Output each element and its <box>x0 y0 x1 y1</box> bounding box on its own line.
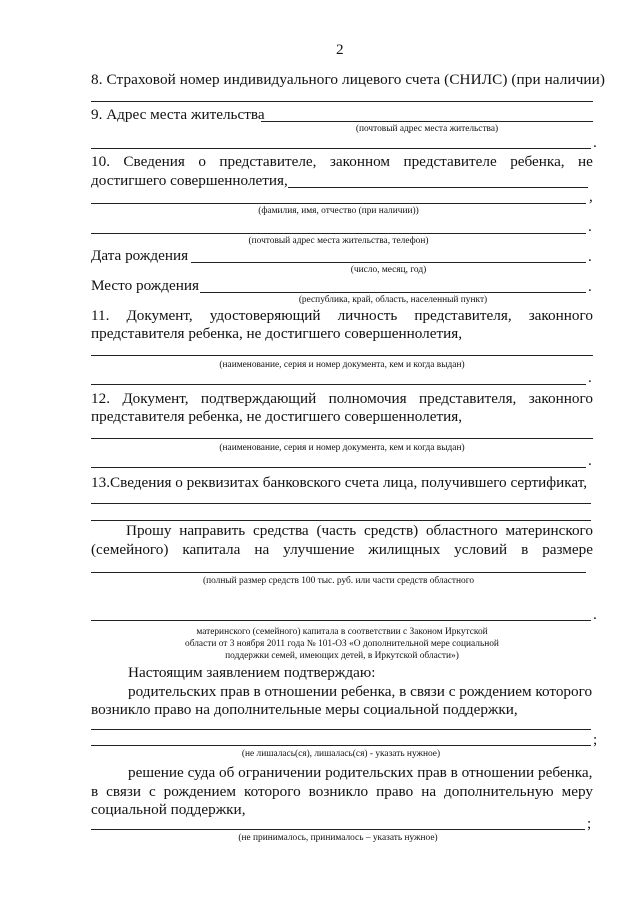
address-caption: (почтовый адрес места жительства) <box>355 124 499 134</box>
authority-doc-field-line[interactable] <box>91 438 593 439</box>
deprivation-caption: (не лишалась(ся), лишалась(ся) - указать нужное) <box>241 749 441 759</box>
representative-address-caption: (почтовый адрес места жительства, телефон) <box>248 236 429 246</box>
page-number: 2 <box>336 41 344 58</box>
confirmation-heading: Настоящим заявлением подтверждаю: <box>128 664 376 681</box>
representative-address-period: . <box>588 218 592 235</box>
representative-fio-comma: , <box>589 188 593 205</box>
deprivation-field-line-2[interactable] <box>91 745 591 746</box>
birth-place-label: Место рождения <box>91 277 200 294</box>
section-12-authority-doc-heading: 12. Документ, подтверждающий полномочия представителя, законного <box>91 390 593 407</box>
representative-field-line[interactable] <box>288 187 588 188</box>
address-field-line-2[interactable] <box>91 148 591 149</box>
representative-address-line[interactable] <box>91 233 586 234</box>
identity-doc-field-line-2[interactable] <box>91 384 586 385</box>
request-paragraph-line-1: Прошу направить средства (часть средств) областного материнского <box>126 522 593 539</box>
address-field-line[interactable] <box>261 121 593 122</box>
court-decision-caption: (не принималось, принималось – указать нужное) <box>238 833 438 843</box>
section-11-identity-doc-heading: 11. Документ, удостоверяющий личность представителя, законного <box>91 307 593 324</box>
identity-doc-period: . <box>588 369 592 386</box>
birth-date-label: Дата рождения <box>91 247 189 264</box>
birth-date-period: . <box>588 248 592 265</box>
confirmation-p1-line-2: возникло право на дополнительные меры социальной поддержки, <box>91 701 518 718</box>
section-10-representative-heading: 10. Сведения о представителе, законном представителе ребенка, не <box>91 153 593 170</box>
identity-doc-field-line[interactable] <box>91 355 593 356</box>
confirmation-p2-line-3: социальной поддержки, <box>91 801 246 818</box>
request-law-caption-1: материнского (семейного) капитала в соответствии с Законом Иркутской <box>196 627 488 637</box>
authority-doc-period: . <box>588 452 592 469</box>
request-amount-field-line-2[interactable] <box>91 620 591 621</box>
section-9-address-label: 9. Адрес места жительства <box>91 106 265 123</box>
confirmation-p1-line-1: родительских прав в отношении ребенка, в связи с рождением которого <box>128 683 593 700</box>
section-12-line-2: представителя ребенка, не достигшего совершеннолетия, <box>91 408 463 425</box>
birth-place-field-line[interactable] <box>200 292 586 293</box>
request-paragraph-line-2: (семейного) капитала на улучшение жилищных условий в размере <box>91 541 593 558</box>
birth-place-caption: (республика, край, область, населенный пункт) <box>298 295 488 305</box>
request-law-caption-3: поддержки семей, имеющих детей, в Иркутской области») <box>225 651 459 661</box>
confirmation-p2-line-2: в связи с рождением которого возникло право на дополнительную меру <box>91 783 593 800</box>
confirmation-p2-line-1: решение суда об ограничении родительских прав в отношении ребенка, <box>128 764 593 781</box>
section-11-line-2: представителя ребенка, не достигшего совершеннолетия, <box>91 325 463 342</box>
request-amount-caption: (полный размер средств 100 тыс. руб. или части средств областного <box>202 576 475 586</box>
authority-doc-field-line-2[interactable] <box>91 467 586 468</box>
court-decision-field-line[interactable] <box>91 829 585 830</box>
birth-date-caption: (число, месяц, год) <box>350 265 427 275</box>
bank-account-field-line[interactable] <box>91 503 591 504</box>
request-law-caption-2: области от 3 ноября 2011 года № 101-ОЗ «О дополнительной мере социальной <box>185 639 499 649</box>
request-amount-period: . <box>593 606 597 623</box>
court-decision-semicolon: ; <box>587 815 592 832</box>
birth-place-period: . <box>588 278 592 295</box>
deprivation-semicolon: ; <box>593 731 598 748</box>
representative-fio-caption: (фамилия, имя, отчество (при наличии)) <box>258 206 419 216</box>
bank-account-field-line-2[interactable] <box>91 520 591 521</box>
deprivation-field-line[interactable] <box>91 729 591 730</box>
section-13-bank-account-label: 13.Сведения о реквизитах банковского счета лица, получившего сертификат, <box>91 474 588 491</box>
identity-doc-caption: (наименование, серия и номер документа, кем и когда выдан) <box>219 360 465 370</box>
section-8-snils-label: 8. Страховой номер индивидуального лицевого счета (СНИЛС) (при наличии) <box>91 71 606 88</box>
authority-doc-caption: (наименование, серия и номер документа, кем и когда выдан) <box>219 443 465 453</box>
birth-date-field-line[interactable] <box>191 262 586 263</box>
address-end-period: . <box>593 134 597 151</box>
section-10-line-2: достигшего совершеннолетия, <box>91 172 288 189</box>
snils-field-line[interactable] <box>91 101 593 102</box>
request-amount-field-line[interactable] <box>91 572 586 573</box>
representative-fio-line[interactable] <box>91 203 586 204</box>
